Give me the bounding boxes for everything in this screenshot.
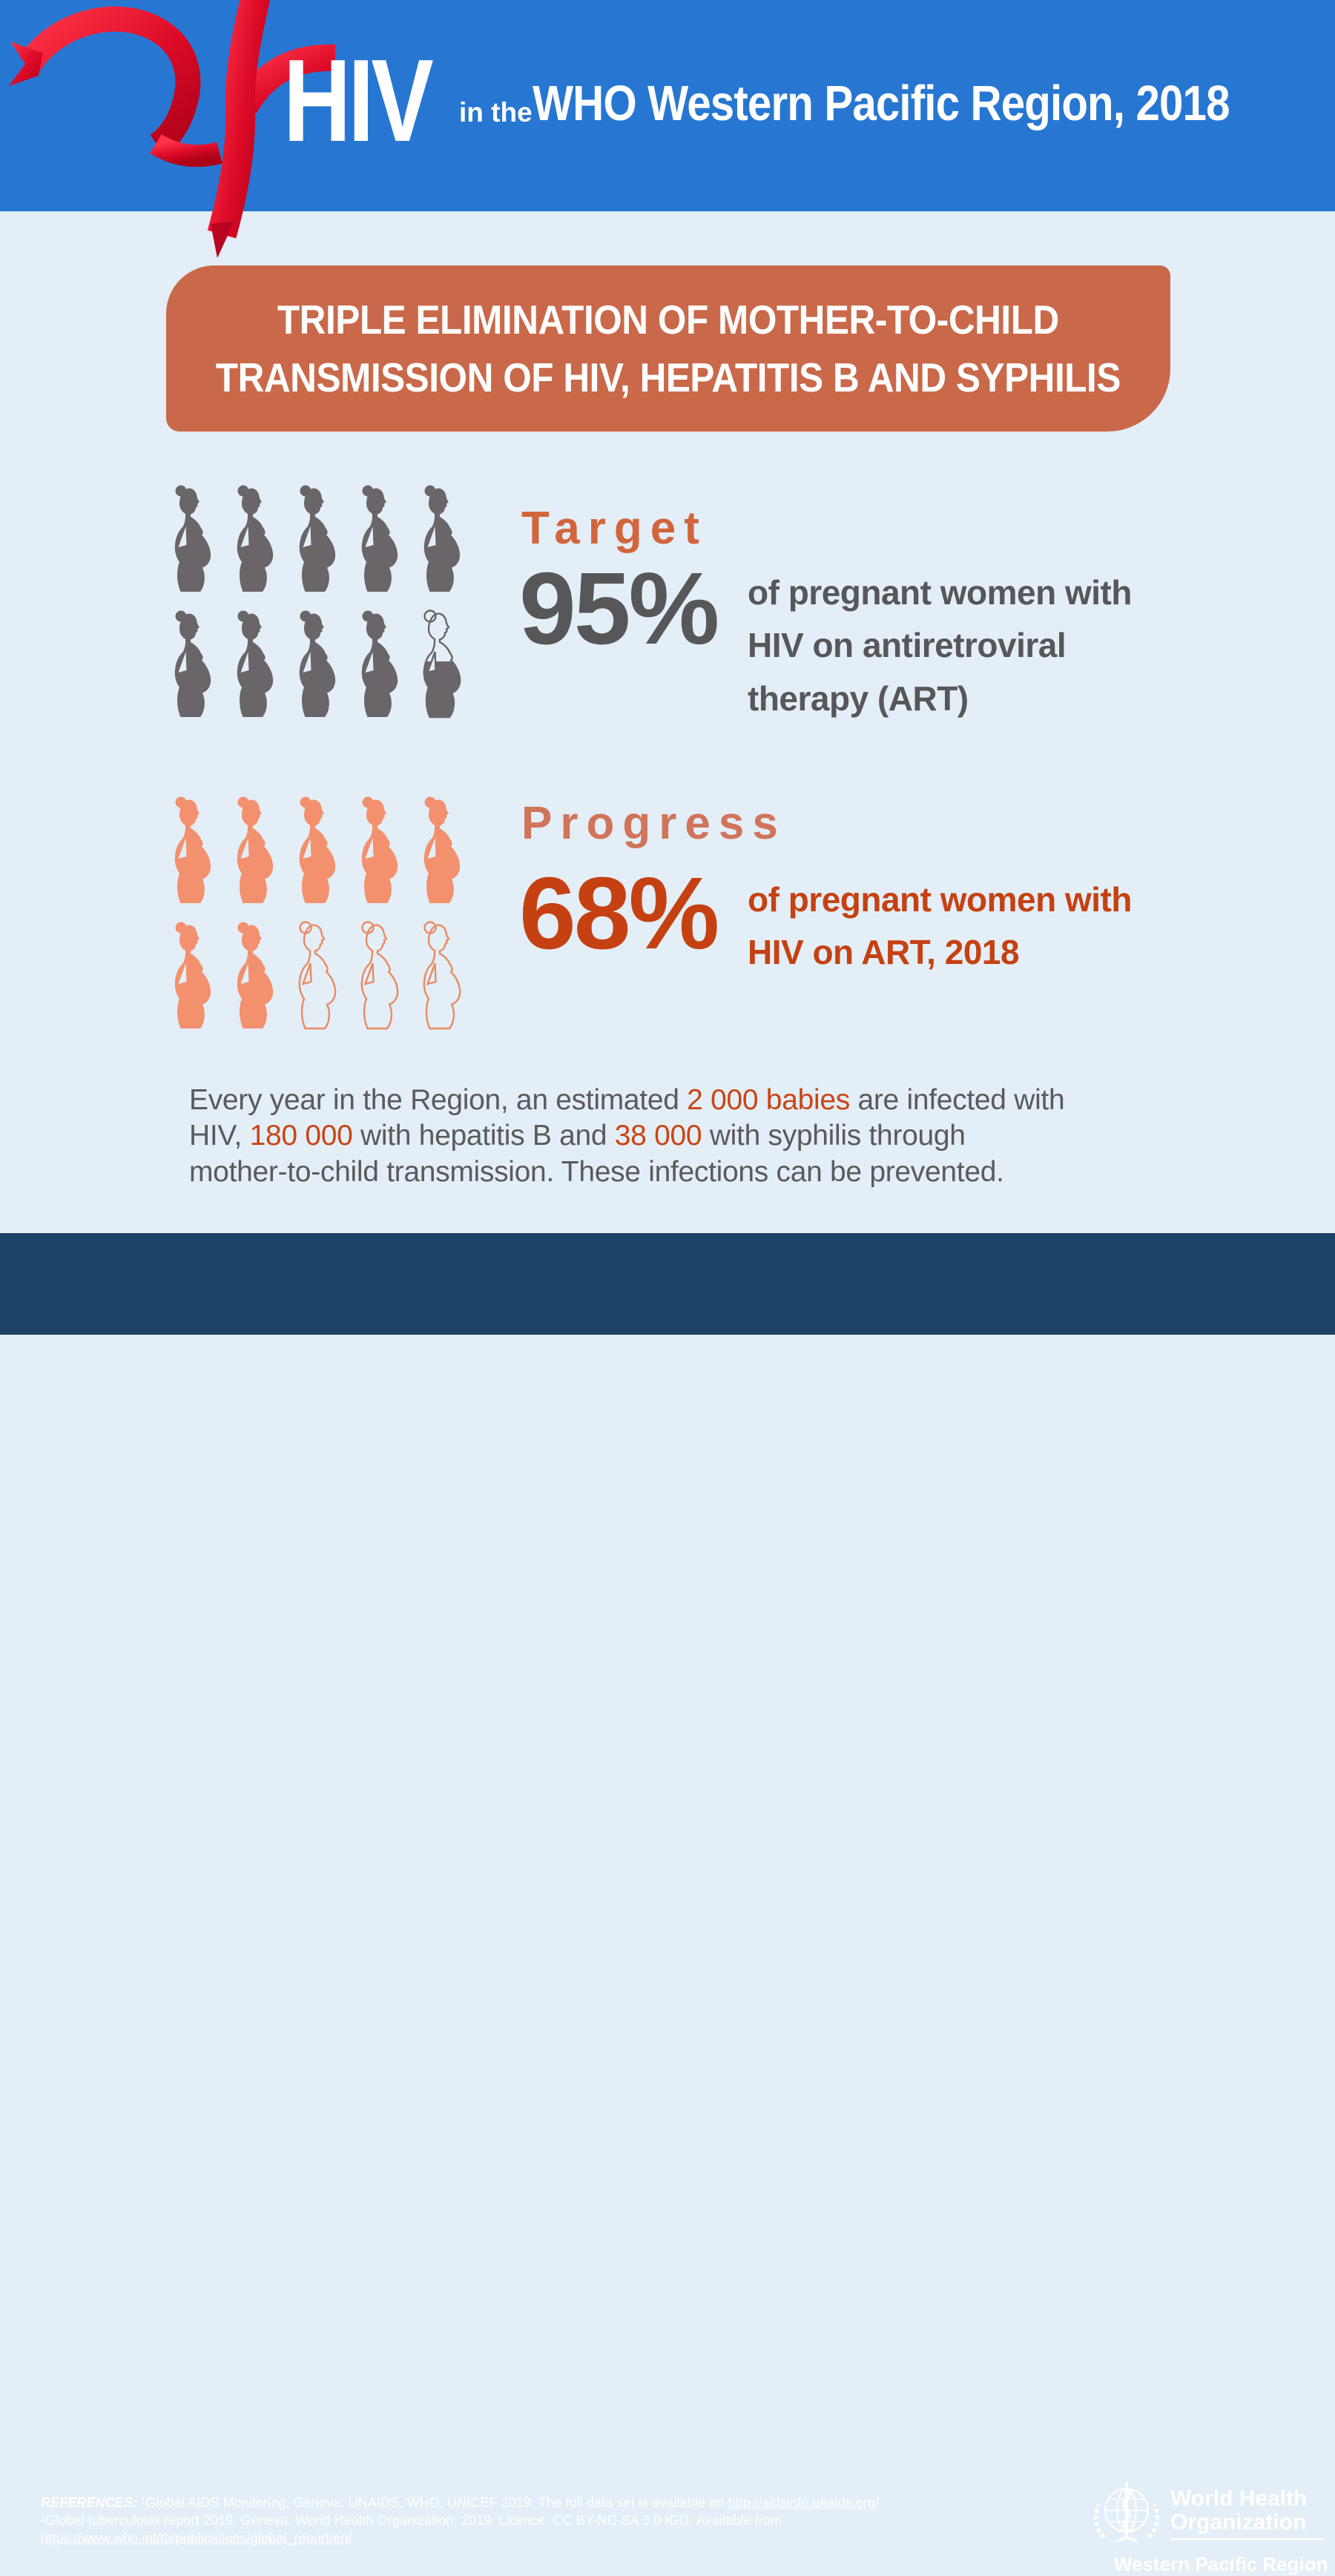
text-segment: 180 000	[249, 1120, 353, 1152]
header-title-connector: in the	[459, 97, 533, 128]
text-segment: with syphilis through	[702, 1120, 966, 1152]
progress-label: Progress	[521, 798, 786, 849]
who-org-line1: World Health	[1170, 2486, 1308, 2511]
pregnant-woman-icon	[286, 795, 340, 905]
who-emblem-icon	[1092, 2479, 1161, 2549]
who-logo	[1092, 2479, 1329, 2576]
pregnant-woman-icon	[286, 920, 340, 1030]
pregnant-woman-icon	[162, 795, 216, 905]
header-title-hiv: HIV	[283, 36, 431, 166]
progress-percent: 68%	[519, 856, 718, 971]
references-text	[41, 2494, 1072, 2547]
text-segment: with hepatitis B and	[352, 1120, 615, 1152]
pregnant-woman-icon	[162, 920, 216, 1030]
who-logo-rule	[1170, 2538, 1323, 2540]
text-segment: 38 000	[614, 1120, 702, 1152]
pregnant-woman-icon	[411, 795, 465, 905]
pregnant-woman-icon	[162, 483, 216, 593]
pregnant-woman-icon	[349, 483, 403, 593]
banner-line-1: TRIPLE ELIMINATION OF MOTHER-TO-CHILD	[277, 296, 1059, 343]
target-description: of pregnant women with HIV on antiretroviral therapy (ART)	[748, 573, 1132, 718]
text-segment: 2 000 babies	[687, 1084, 850, 1116]
pregnant-woman-icon	[286, 483, 340, 593]
who-org-line2: Organization	[1170, 2509, 1307, 2534]
banner-line-2: TRANSMISSION OF HIV, HEPATITIS B AND SYPHILIS	[215, 354, 1121, 400]
pregnant-woman-icon	[349, 609, 403, 719]
topic-banner	[166, 265, 1170, 432]
progress-pictogram-grid	[162, 795, 473, 1030]
pregnant-woman-icon	[162, 609, 216, 719]
text-segment: HIV,	[189, 1120, 250, 1152]
text-segment: Every year in the Region, an estimated	[189, 1084, 688, 1116]
summary-paragraph	[189, 1083, 1265, 1190]
footer-band	[0, 1233, 1335, 2575]
pregnant-woman-icon	[411, 920, 465, 1030]
pregnant-woman-icon	[286, 609, 340, 719]
header-title-region: WHO Western Pacific Region, 2018	[533, 76, 1230, 131]
pregnant-woman-icon	[349, 920, 403, 1030]
pregnant-woman-icon	[411, 609, 465, 719]
text-segment: ¹Global AIDS Monitoring, Geneva: UNAIDS, WHO, UNICEF 2019. The full data set is available on	[137, 2495, 728, 2510]
who-region-label: Western Pacific Region	[1114, 2553, 1328, 2575]
reference-link[interactable]: https://www.who.int/tb/publications/global_report/en/	[41, 2530, 352, 2546]
pregnant-woman-icon	[224, 609, 278, 719]
text-segment: REFERENCES:	[41, 2495, 138, 2510]
pregnant-woman-icon	[224, 483, 278, 593]
target-label: Target	[521, 503, 708, 554]
text-segment: ²Global tuberculosis report 2019. Geneva: World Health Organization; 2019. Licence: CC BY-NC-SA 3.0 IGO. Available from	[41, 2512, 782, 2528]
text-segment: are infected with	[849, 1084, 1065, 1116]
pregnant-woman-icon	[224, 795, 278, 905]
progress-description: of pregnant women with HIV on ART, 2018	[748, 880, 1132, 972]
pregnant-woman-icon	[411, 483, 465, 593]
pregnant-woman-icon	[224, 920, 278, 1030]
target-percent: 95%	[519, 552, 718, 666]
header-band	[0, 0, 1335, 211]
pregnant-woman-icon	[349, 795, 403, 905]
reference-link[interactable]: http://aidsinfo.unaids.org/	[728, 2495, 880, 2510]
text-segment: mother-to-child transmission. These infections can be prevented.	[189, 1155, 1004, 1188]
target-pictogram-grid	[162, 483, 473, 719]
who-logo-text	[1170, 2487, 1329, 2541]
